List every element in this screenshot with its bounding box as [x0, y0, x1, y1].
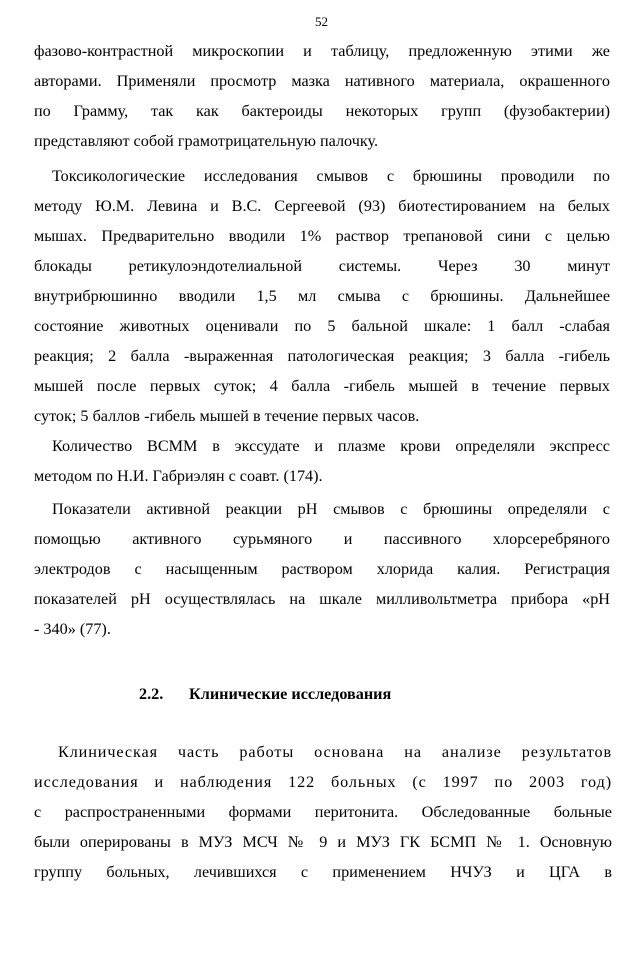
text-line: методу Ю.М. Левина и В.С. Сергеевой (93) биотестированием на белых	[34, 197, 610, 215]
text-line: представляют собой грамотрицательную палочку.	[34, 132, 379, 150]
text-line: мышей после первых суток; 4 балла -гибель мышей в течение первых	[34, 377, 610, 395]
text-line: Количество ВСММ в экссудате и плазме крови определяли экспресс	[52, 437, 610, 455]
text-line: фазово-контрастной микроскопии и таблицу, предложенную этими же	[34, 42, 610, 60]
section-heading	[139, 684, 391, 704]
section-number: 2.2.	[139, 685, 164, 703]
text-line: суток; 5 баллов -гибель мышей в течение первых часов.	[34, 407, 420, 425]
text-line: внутрибрюшинно вводили 1,5 мл смыва с брюшины. Дальнейшее	[34, 287, 610, 305]
text-line: - 340» (77).	[34, 620, 111, 638]
text-line: показателей рН осуществлялась на шкале милливольтметра прибора «рН	[34, 590, 610, 608]
text-line: группу больных, лечившихся с применением НЧУЗ и ЦГА в	[34, 863, 612, 881]
text-line: с распространенными формами перитонита. Обследованные больные	[34, 803, 612, 821]
text-line: Токсикологические исследования смывов с брюшины проводили по	[52, 167, 610, 185]
text-line: блокады ретикулоэндотелиальной системы. Через 30 минут	[34, 257, 610, 275]
section-title: Клинические исследования	[189, 685, 392, 703]
text-line: исследования и наблюдения 122 больных (с 1997 по 2003 год)	[34, 773, 612, 791]
text-line: по Грамму, так как бактероиды некоторых групп (фузобактерии)	[34, 102, 610, 120]
text-line: методом по Н.И. Габриэлян с соавт. (174).	[34, 467, 323, 485]
text-line: были оперированы в МУЗ МСЧ № 9 и МУЗ ГК БСМП № 1. Основную	[34, 833, 612, 851]
text-line: мышах. Предварительно вводили 1% раствор трепановой сини с целью	[34, 227, 610, 245]
text-line: состояние животных оценивали по 5 бальной шкале: 1 балл -слабая	[34, 317, 610, 335]
text-line: Клиническая часть работы основана на анализе результатов	[58, 743, 612, 761]
page-number: 52	[315, 14, 328, 29]
text-line: помощью активного сурьмяного и пассивного хлорсеребряного	[34, 530, 610, 548]
text-line: электродов с насыщенным раствором хлорида калия. Регистрация	[34, 560, 610, 578]
text-line: авторами. Применяли просмотр мазка нативного материала, окрашенного	[34, 72, 610, 90]
text-line: реакция; 2 балла -выраженная патологическая реакция; 3 балла -гибель	[34, 347, 610, 365]
text-line: Показатели активной реакции рН смывов с брюшины определяли с	[52, 500, 610, 518]
